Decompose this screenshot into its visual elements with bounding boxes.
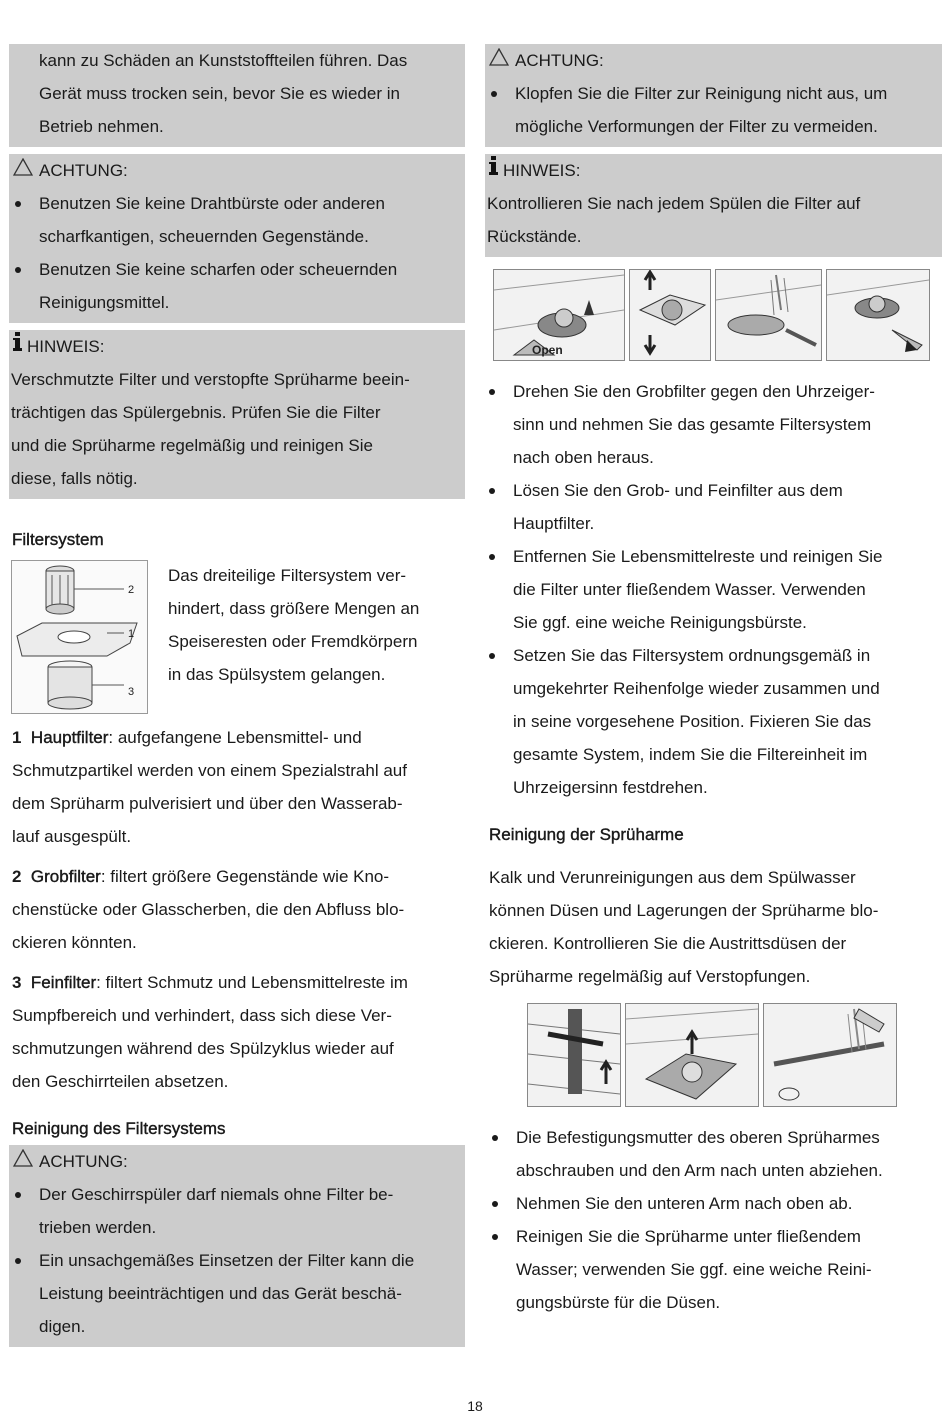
warning-heading: ACHTUNG: [11, 1145, 463, 1178]
continued-note-box [9, 44, 465, 147]
list-item: Setzen Sie das Filtersystem ordnungsgemäß in umgekehrter Reihenfolge wieder zusammen und in seine vorgesehene Position. Fixieren Sie das gesamte System, indem Sie die Filtereinheit im Uhrzeigersinn festdrehen. [485, 639, 942, 804]
text-line: in das Spülsystem gelangen. [168, 665, 386, 684]
list-item: Entfernen Sie Lebensmittelreste und reinigen Sie die Filter unter fließendem Wasser. Verwenden Sie ggf. eine weiche Reinigungsbürste. [485, 540, 942, 639]
text-line: diese, falls nötig. [11, 469, 138, 488]
text-line: Speiseresten oder Fremdkörpern [168, 632, 418, 651]
section-heading: Reinigung des Filtersystems [12, 1119, 226, 1138]
warning-box [485, 44, 942, 147]
list-item: Benutzen Sie keine scharfen oder scheuernden Reinigungsmittel. [11, 253, 463, 319]
text-line: Das dreiteilige Filtersystem ver- [168, 566, 407, 585]
filter-step-image [715, 269, 822, 361]
filter-step-image [493, 269, 625, 361]
text-line: kann zu Schäden an Kunststoffteilen führen. Das [39, 51, 408, 70]
filter-description-coarse: 2 Grobfilter: filtert größere Gegenstände wie Kno- chenstücke oder Glasscherben, die den Abfluss blo- ckieren könnten. [12, 867, 405, 952]
filter-description-fine: 3 Feinfilter: filtert Schmutz und Lebensmittelreste im Sumpfbereich und verhindert, dass sich diese Ver- schmutzungen während des Spülzyklus wieder auf den Geschirrteilen absetzen. [12, 973, 408, 1091]
note-heading: HINWEIS: [11, 330, 463, 363]
warning-heading: ACHTUNG: [487, 44, 940, 77]
note-box [9, 330, 465, 499]
list-item: Nehmen Sie den unteren Arm nach oben ab. [488, 1187, 942, 1220]
list-item: Drehen Sie den Grobfilter gegen den Uhrzeiger- sinn und nehmen Sie das gesamte Filtersystem nach oben heraus. [485, 375, 942, 474]
text-line: trächtigen das Spülergebnis. Prüfen Sie die Filter [11, 403, 381, 422]
spray-arm-step-image [625, 1003, 759, 1107]
list-item: Klopfen Sie die Filter zur Reinigung nicht aus, um mögliche Verformungen der Filter zu vermeiden. [487, 77, 940, 143]
list-item: Benutzen Sie keine Drahtbürste oder anderen scharfkantigen, scheuernden Gegenstände. [11, 187, 463, 253]
info-icon [13, 330, 23, 363]
left-column [9, 44, 465, 1347]
list-item: Reinigen Sie die Sprüharme unter fließendem Wasser; verwenden Sie ggf. eine weiche Reini- gungsbürste für die Düsen. [488, 1220, 942, 1319]
text-line: Kontrollieren Sie nach jedem Spülen die Filter auf [487, 194, 861, 213]
figure-label: 2 [128, 584, 135, 596]
figure-label: 1 [128, 628, 135, 640]
spray-arm-intro: Kalk und Verunreinigungen aus dem Spülwasser können Düsen und Lagerungen der Sprüharme blo- ckieren. Kontrollieren Sie die Austrittsdüsen der Sprüharme regelmäßig auf Verstopfungen. [489, 868, 879, 986]
section-heading: Filtersystem [12, 530, 104, 549]
list-item: Ein unsachgemäßes Einsetzen der Filter kann die Leistung beeinträchtigen und das Gerät beschä- digen. [11, 1244, 463, 1343]
open-label: Open [532, 343, 563, 357]
warning-heading: ACHTUNG: [11, 154, 463, 187]
warning-triangle-icon [13, 1145, 33, 1178]
section-heading: Reinigung der Sprüharme [489, 825, 684, 844]
text-line: Betrieb nehmen. [39, 117, 164, 136]
text-line: hindert, dass größere Mengen an [168, 599, 420, 618]
right-column [485, 44, 942, 1319]
list-item: Die Befestigungsmutter des oberen Sprüharmes abschrauben und den Arm nach unten abziehen. [488, 1121, 942, 1187]
filter-system-figure [11, 560, 148, 714]
note-heading: HINWEIS: [487, 154, 940, 187]
filter-description-main: 1 Hauptfilter: aufgefangene Lebensmittel- und Schmutzpartikel werden von einem Spezialstrahl auf dem Sprüharm pulverisiert und über den Wasserab- lauf ausgespült. [12, 728, 407, 846]
list-item: Lösen Sie den Grob- und Feinfilter aus dem Hauptfilter. [485, 474, 942, 540]
warning-box [9, 154, 465, 323]
filter-step-image [629, 269, 711, 361]
warning-triangle-icon [13, 154, 33, 187]
filter-removal-illustrations [485, 269, 942, 361]
filter-intro [9, 560, 465, 714]
page-number: 18 [467, 1398, 483, 1414]
filter-intro-text [168, 559, 419, 691]
info-icon [489, 154, 499, 187]
text-line: und die Sprüharme regelmäßig und reinigen Sie [11, 436, 373, 455]
warning-box [9, 1145, 465, 1347]
figure-label: 3 [128, 686, 135, 698]
text-line: Verschmutzte Filter und verstopfte Sprüharme beein- [11, 370, 410, 389]
list-item: Der Geschirrspüler darf niemals ohne Filter be- trieben werden. [11, 1178, 463, 1244]
spray-arm-step-image [763, 1003, 897, 1107]
filter-cleaning-steps [485, 375, 942, 804]
text-line: Gerät muss trocken sein, bevor Sie es wieder in [39, 84, 400, 103]
warning-triangle-icon [489, 44, 509, 77]
note-box [485, 154, 942, 257]
text-line: Rückstände. [487, 227, 582, 246]
spray-arm-steps [485, 1121, 942, 1319]
filter-step-image [826, 269, 930, 361]
spray-arm-illustrations [485, 1003, 942, 1107]
spray-arm-step-image [527, 1003, 621, 1107]
